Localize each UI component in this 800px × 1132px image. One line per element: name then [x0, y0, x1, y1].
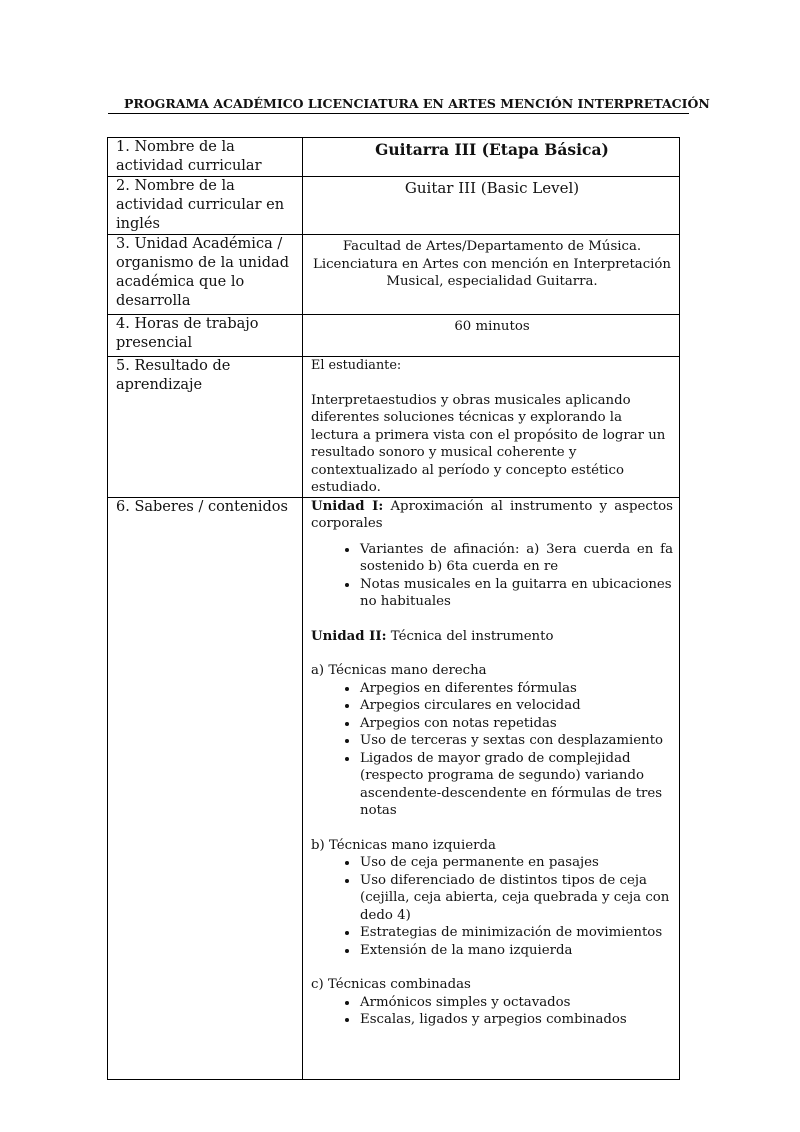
row-label-learning-outcome: 5. Resultado de aprendizaje: [108, 357, 303, 498]
list-item: • Notas musicales en la guitarra en ubicaciones no habituales: [359, 576, 673, 611]
list-item: • Arpegios en diferentes fórmulas: [359, 680, 673, 698]
row-value-academic-unit: Facultad de Artes/Departamento de Música. Licenciatura en Artes con mención en Interpretación Musical, especialidad Guitarra.: [303, 235, 680, 315]
row-label-hours: 4. Horas de trabajo presencial: [108, 315, 303, 357]
unit-1-list: [311, 541, 673, 611]
row-label-activity-name: 1. Nombre de la actividad curricular: [108, 138, 303, 177]
row-label-contents: 6. Saberes / contenidos: [108, 497, 303, 1079]
activity-name-english: Guitar III (Basic Level): [404, 179, 580, 197]
outcome-text: Interpretaestudios y obras musicales aplicando diferentes soluciones técnicas y explorando la lectura a primera vista con el propósito de lograr un resultado sonoro y musical coherente y contextualizado al período y concepto estético estudiado.: [311, 392, 666, 495]
section-left-hand-title: b) Técnicas mano izquierda: [311, 837, 496, 853]
row-label-academic-unit: 3. Unidad Académica / organismo de la unidad académica que lo desarrolla: [108, 235, 303, 315]
unit-2-label: Unidad II:: [311, 628, 387, 644]
list-item: • Escalas, ligados y arpegios combinados: [359, 1011, 673, 1029]
unit-2-title: Técnica del instrumento: [390, 628, 554, 644]
list-item: • Armónicos simples y octavados: [359, 994, 673, 1012]
row-value-contents: [303, 497, 680, 1079]
activity-name: Guitarra III (Etapa Básica): [375, 140, 609, 159]
row-label-activity-name-english: 2. Nombre de la actividad curricular en inglés: [108, 177, 303, 235]
row-value-activity-name-english: [303, 177, 680, 235]
unit-1-label: Unidad I:: [311, 498, 384, 514]
section-left-hand-list: [311, 854, 673, 959]
section-right-hand-list: [311, 680, 673, 820]
unit-2-heading: [311, 628, 673, 646]
table-row: [108, 357, 680, 498]
row-value-activity-name: [303, 138, 680, 177]
list-item: • Ligados de mayor grado de complejidad (respecto programa de segundo) variando ascendente-descendente en fórmulas de tres notas: [359, 750, 673, 820]
table-row: [108, 497, 680, 1079]
row-value-learning-outcome: [303, 357, 680, 498]
unit-1-heading: [311, 498, 673, 533]
table-row: [108, 235, 680, 315]
table-row: [108, 315, 680, 357]
table-row: [108, 177, 680, 235]
list-item: • Extensión de la mano izquierda: [359, 942, 673, 960]
list-item: • Arpegios circulares en velocidad: [359, 697, 673, 715]
curriculum-table: [107, 137, 680, 1080]
section-right-hand-title: a) Técnicas mano derecha: [311, 663, 487, 678]
table-row: [108, 138, 680, 177]
row-value-hours: 60 minutos: [303, 315, 680, 357]
list-item: • Arpegios con notas repetidas: [359, 715, 673, 733]
title-underline: [108, 113, 689, 114]
list-item: • Estrategias de minimización de movimientos: [359, 924, 673, 942]
section-combined-title: c) Técnicas combinadas: [311, 977, 471, 992]
list-item: • Variantes de afinación: a) 3era cuerda en fa sostenido b) 6ta cuerda en re: [359, 541, 673, 576]
list-item: • Uso de ceja permanente en pasajes: [359, 854, 673, 872]
page-title: PROGRAMA ACADÉMICO LICENCIATURA EN ARTES MENCIÓN INTERPRETACIÓN: [124, 96, 710, 111]
unit-1-title: Aproximación al instrumento y aspectos corporales: [311, 498, 673, 531]
list-item: • Uso de terceras y sextas con desplazamiento: [359, 732, 673, 750]
section-combined-list: [311, 994, 673, 1029]
list-item: • Uso diferenciado de distintos tipos de ceja (cejilla, ceja abierta, ceja quebrada y ceja con dedo 4): [359, 872, 673, 925]
outcome-intro: El estudiante:: [311, 358, 402, 373]
